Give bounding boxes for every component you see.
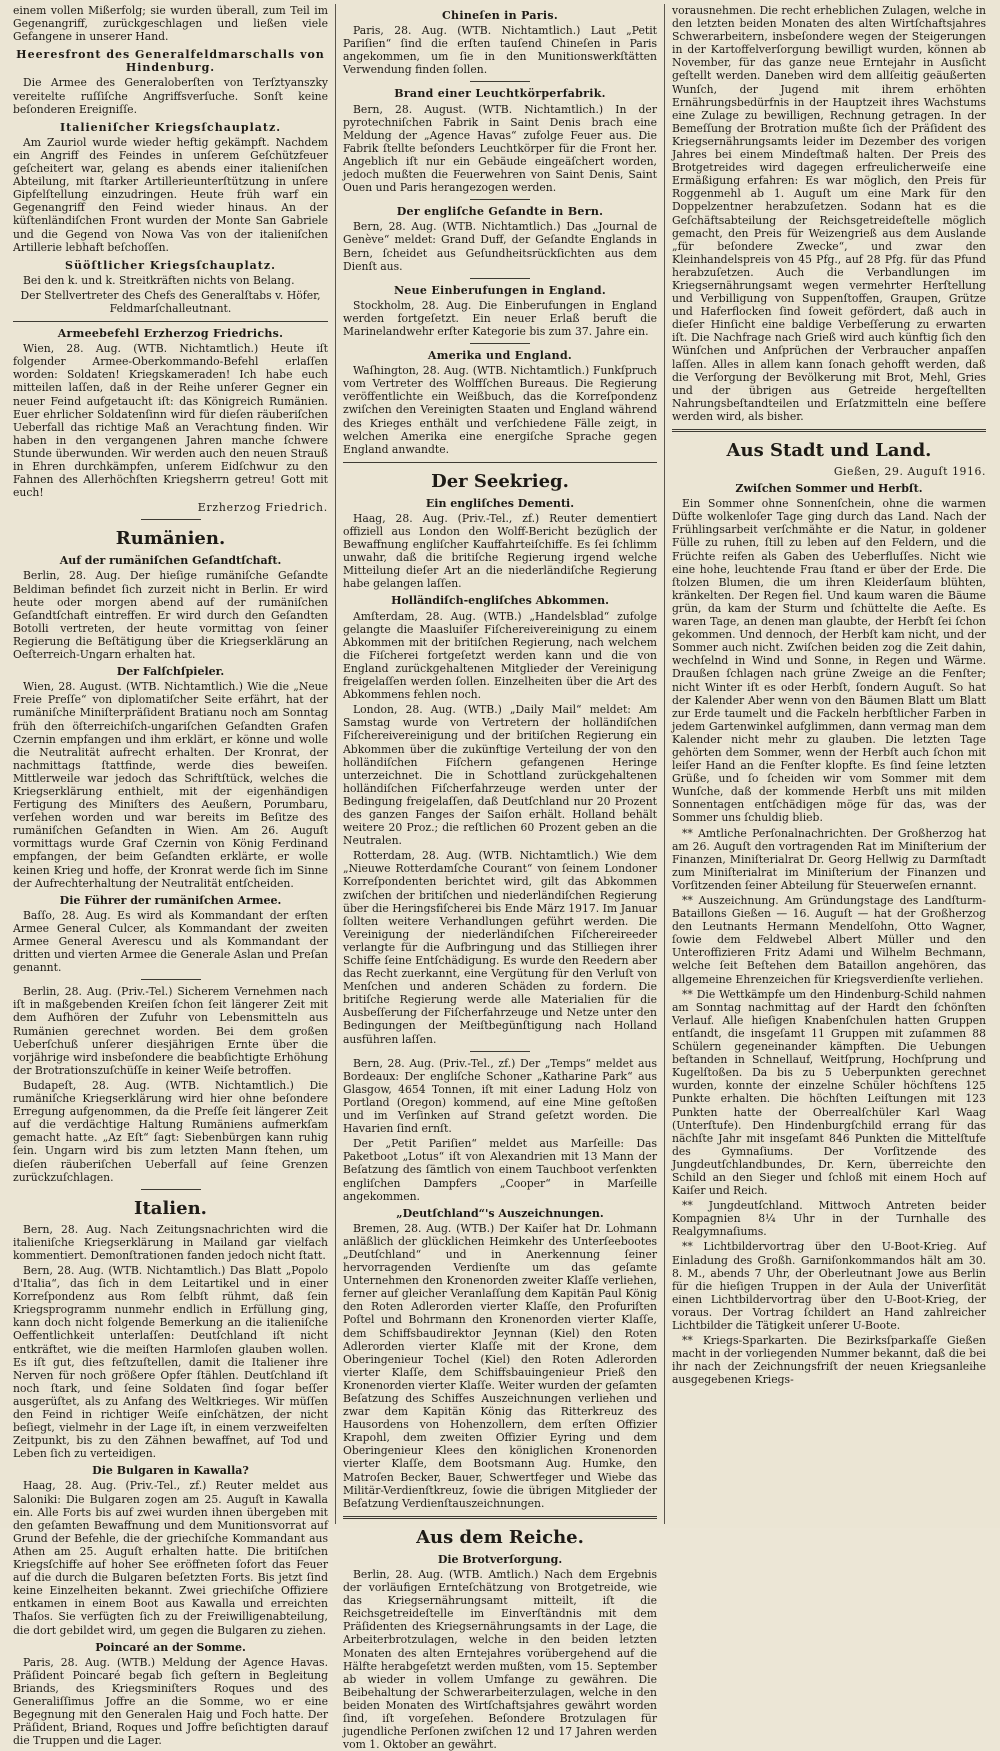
section-heading-italien-kriegsschauplatz: Italieniſcher Kriegsſchauplatz. (59, 120, 282, 134)
article-heading-amerika: Amerika und England. (427, 349, 573, 363)
column-left (6, 4, 335, 1748)
column-middle (335, 4, 664, 1751)
divider (470, 199, 530, 200)
subheading-abkommen: Holländiſch-engliſches Abkommen. (391, 594, 609, 608)
signature-friedrich: Erzherzog Friedrich. (197, 501, 328, 515)
seekrieg-text-4: Rotterdam, 28. Aug. (WTB. Nichtamtlich.) Wie dem „Nieuwe Rotterdamſche Courant“ von ſeinem Londoner Korreſpondenten berichtet wird, gilt das Abkommen zwiſchen der britiſchen und niederländiſchen Regierung über die Heringsfiſcherei bis Ende März 1917. Im Januar ſollten weitere Verhandlungen geführt werden. Die Vereinigung der niederländiſchen Fiſchereireeder verlangte für die Aufbringung und das Stilliegen ihrer Schiffe ſeine Entſchädigung. Es wurde den Reedern aber das Recht zuerkannt, eine Vergütung für den Verluſt von Menſchen und anderen Schäden zu fordern. Die britiſche Regierung werde alle Materialien für die Ausbeſſerung der Fiſcherfahrzeuge und Netze unter den Bedingungen der Meiſtbegünſtigung nach Holland ausführen laſſen. (343, 849, 657, 1046)
rumaenien-text-3: Baſſo, 28. Aug. Es wird als Kommandant der erſten Armee General Culcer, als Kommandant der zweiten Armee General Averescu und als Kommandant der dritten und vierten Armee die Generale Aslan und Preſan genannt. (13, 908, 328, 975)
section-title-italien: Italien. (134, 1197, 207, 1219)
poincare-text: Paris, 28. Aug. (WTB.) Meldung der Agence Havas. Präſident Poincaré begab ſich geſtern in Begleitung Briands, des Kriegsminiſters Roques und des Generaliſſimus Joffre an die Somme, wo er eine Begegnung mit den Generalen Haig und Foch hatte. Der Präſident, Briand, Roques und Joffre beſichtigten darauf die Truppen und die Lager. (13, 1655, 328, 1748)
suedoestlicher-text: Bei den k. und k. Streitkräften nichts von Belang. (23, 273, 295, 287)
auszeichnung-text: ** Auszeichnung. Am Gründungstage des Landſturm-Bataillons Gießen — 16. Auguſt — hat der Großherzog den Leutnants Hermann Mendelſohn, Otto Wagner, ſowie dem Feldwebel Albert Müller und den Unteroffizieren Fritz Adami und Wilhelm Bechmann, welche ſeit Beſtehen dem Bataillon angehören, das allgemeine Ehrenzeichen für Kriegsverdienſte verliehen. (672, 894, 986, 986)
rumaenien-text-4: Berlin, 28. Aug. (Priv.-Tel.) Sicherem Vernehmen nach iſt in maßgebenden Kreiſen ſchon ſeit längerer Zeit mit dem Aufhören der Zufuhr von Lebensmitteln aus Rumänien gerechnet worden. Bei dem großen Ueberſchuß unſerer diesjährigen Ernte über die vorjährige wird insbeſondere die beabſichtigte Erhöhung der Brotrationszuſchüſſe in keiner Weiſe betroffen. (13, 985, 328, 1077)
article-heading-einberufungen: Neue Einberufungen in England. (393, 283, 607, 297)
brand-text: Bern, 28. August. (WTB. Nichtamtlich.) In der pyrotechniſchen Fabrik in Saint Denis brach eine Meldung der „Agence Havas“ zufolge Feuer aus. Die Fabrik ſtellte beſonders Leuchtkörper für die Front her. Angeblich iſt nur ein Gebäude eingeäſchert worden, jedoch mußten die Feuerwehren von Saint Denis, Saint Ouen und Paris herangezogen werden. (343, 102, 657, 195)
section-title-rumaenien: Rumänien. (115, 528, 226, 550)
subheading-fuehrer: Die Führer der rumäniſchen Armee. (59, 893, 282, 907)
signature-hoefer: Der Stellvertreter des Chefs des Generalſtabs v. Höfer, Feldmarſchalleutnant. (20, 288, 321, 315)
jungdeutschland-text: ** Jungdeutſchland. Mittwoch Antreten beider Kompagnien 8¼ Uhr in der Turnhalle des Realgymnaſiums. (672, 1199, 986, 1239)
subheading-bulgaren: Die Bulgaren in Kawalla? (92, 1464, 249, 1478)
section-title-reiche: Aus dem Reiche. (416, 1526, 584, 1548)
article-heading-gesandte: Der engliſche Geſandte in Bern. (396, 205, 604, 219)
wettkaempfe-text: ** Die Wettkämpfe um den Hindenburg-Schild nahmen am Sonntag nachmittag auf der Hardt den ſchönſten Verlauf. Alle hieſigen Knabenſchulen hatten Gruppen entſandt, die insgeſamt 11 Gruppen mit zuſammen 88 Schülern gegeneinander kämpften. Die Uebungen beſtanden in Schnellauf, Weitſprung, Hochſprung und Kugelſtoßen. Da bis zu 5 Ueberpunkten gerechnet wurden, konnte der einzelne Schüler höchſtens 125 Punkte erhalten. Die höchſten Leiſtungen mit 123 Punkten hatte der Oberrealſchüler Karl Waag (Unterſtufe). Den Hindenburgſchild errang für das nächſte Jahr mit insgeſamt 846 Punkten die Mittelſtufe des Gymnaſiums. Der Vorſitzende des Jungdeutſchlandbundes, Dr. Kern, überreichte den Schild an den Sieger und ſchloß mit einem Hoch auf Kaiſer und Reich. (672, 987, 986, 1198)
italien-text-2: Bern, 28. Aug. (WTB. Nichtamtlich.) Das Blatt „Popolo d'Italia“, das ſich in dem Leitartikel und in einer Korreſpondenz aus Rom ſelbſt rühmt, daß ſein Kriegsprogramm nunmehr endlich in Erfüllung ging, kann doch nicht folgende Bemerkung an die italieniſche Oeffentlichkeit unterlaſſen: Deutſchland iſt nicht entkräftet, wie die meiſten Harmloſen glauben wollen. Es iſt gut, dies feſtzuſtellen, damit die Italiener ihre Nerven für noch größere Opfer ſtählen. Deutſchland iſt noch ſtark, und ſeine Soldaten ſind ſogar beſſer ausgerüſtet, als zu Anfang des Weltkrieges. Wir müſſen den Feind in richtiger Weiſe einſchätzen, der nicht beſiegt, vielmehr in der Lage iſt, in einem verzweifelten Zeitpunkt, bis zu den Zähnen bewaffnet, auf Tod und Leben ſich zu verteidigen. (13, 1263, 328, 1461)
subheading-sommer-herbst: Zwiſchen Sommer und Herbſt. (735, 482, 923, 496)
divider (343, 462, 657, 463)
subheading-poincare: Poincaré an der Somme. (95, 1640, 246, 1654)
italien-text-1: Bern, 28. Aug. Nach Zeitungsnachrichten wird die italieniſche Kriegserklärung in Mailand gar vielfach kommentiert. Demonſtrationen fanden jedoch nicht ſtatt. (13, 1222, 328, 1262)
divider (470, 81, 530, 82)
kriegs-sparkarten-text: ** Kriegs-Sparkarten. Die Bezirksſparkaſſe Gießen macht in der vorliegenden Nummer bekannt, daß die bei ihr nach der Zeichnungsfriſt der neuen Kriegsanleihe ausgegebenen Kriegs- (672, 1334, 986, 1387)
subheading-dementi: Ein engliſches Dementi. (425, 496, 575, 510)
dateline: Gießen, 29. Auguſt 1916. (833, 465, 986, 478)
amerika-text: Waſhington, 28. Aug. (WTB. Nichtamtlich.) Funkſpruch vom Vertreter des Wolffſchen Bureaus. Die Regierung veröffentlichte ein Weißbuch, das die Korreſpondenz zwiſchen den Vereinigten Staaten und England während des Krieges enthält und verſchiedene Fälle zeigt, in welchen Amerika eine energiſche Sprache gegen England anwandte. (343, 364, 657, 456)
italien-kriegsschauplatz-text: Am Zauriol wurde wieder heftig gekämpft. Nachdem ein Angriff des Feindes in unſerem Geſchützfeuer geſcheitert war, gelang es abends einer italieniſchen Abteilung, mit ſtarker Artillerieunterſtützung in unſere Gipfelſtellung einzudringen. Heute früh warf ein Gegenangriff den Feind wieder hinaus. An der küſtenländiſchen Front wurden der Monte San Gabriele und die Gegend von Nowa Vas von der italieniſchen Artillerie lebhaft beſchoſſen. (13, 135, 328, 254)
divider (141, 1189, 201, 1190)
continued-text: vorausnehmen. Die recht erheblichen Zulagen, welche in den letzten beiden Monaten des alten Wirtſchaftsjahres Schwerarbeitern, insbeſondere wegen der Steigerungen in der Kartoffelverſorgung bewilligt wurden, können ab November, für das ganze neue Erntejahr in Ausſicht geſtellt werden. Daneben wird dem allſeitig geäußerten Wunſch, der Jugend mit ihrem erhöhten Ernährungsbedürfnis in der Hauptzeit ihres Wachstums eine Zulage zu bewilligen, Rechnung getragen. In der Bemeſſung der Brotration mußte ſich der Präſident des Kriegsernährungsamts leider im Dezember des vorigen Jahres bei einem Mindeſtmaß halten. Der Preis des Brotgetreides wird dagegen erfreulicherweiſe eine Ermäßigung erfahren: Es war möglich, den Preis für Roggenmehl ab 1. Auguſt um eine Mark für den Doppelzentner herabzuſetzen. Sodann hat es die Geſchäftsabteilung der Reichsgetreideſtelle möglich gemacht, den Preis für Weizengrieß aus dem Auslande „für beſondere Zwecke“, und zwar den Kleinhandelspreis von 45 Pfg., auf 28 Pfg. für das Pfund herabzuſetzen. Auch die Verbandlungen im Kriegsernährungsamt wegen vermehrter Herſtellung und Verbilligung von Suppenſtoffen, Graupen, Grütze und Haferflocken ſind ſoweit gefördert, daß auch in dieſer Hinſicht eine baldige Verbeſſerung zu erwarten iſt. Die Nachfrage nach Grieß wird auch künftig ſich den Wünſchen und Anſprüchen der Verbraucher anpaſſen laſſen. Alles in allem kann ſonach gehofft werden, daß die Verſorgung der Bevölkerung mit Brot, Mehl, Gries und der übrigen aus Getreide hergeſtellten Nahrungsbeſtandteilen und Erſatzmitteln eine beſſere werden wird, als bisher. (672, 4, 986, 423)
column-right (664, 4, 993, 1524)
section-title-stadt-land: Aus Stadt und Land. (726, 440, 932, 461)
seekrieg-text-2: Amſterdam, 28. Aug. (WTB.) „Handelsblad“ zufolge gelangte die Maasluiſer Fiſchereivereinigung zu einem Abkommen mit der britiſchen Regierung, nach welchem die Fiſcherei fortgeſetzt werden kann und die von England zurückgehaltenen Mitglieder der Vereinigung freigelaſſen werden ſollen. Einzelheiten über die Art des Abkommens fehlen noch. (343, 609, 657, 702)
divider (13, 321, 328, 322)
deutschland-text: Bremen, 28. Aug. (WTB.) Der Kaiſer hat Dr. Lohmann anläßlich der glücklichen Heimkehr des Unterſeebootes „Deutſchland“ und in Anerkennung ſeiner hervorragenden Verdienſte um das geſamte Unternehmen den Kronenorden zweiter Klaſſe verliehen, ferner auf gleicher Veranlaſſung dem Kapitän Paul König den Roten Adlerorden vierter Klaſſe, den Profuriſten Poſtel und Bohrmann den Kronenorden vierter Klaſſe, dem Schiffsbaudirektor Jeynnan (Kiel) den Roten Adlerorden vierter Klaſſe mit der Krone, dem Oberingenieur Tochel (Kiel) den Roten Adlerorden vierter Klaſſe, dem Schiffsbauingenieur Prieß den Kronenorden vierter Klaſſe. Weiter wurden der geſamten Beſatzung des Schiffes Auszeichnungen verliehen und zwar dem Kapitän König das Ritterkreuz des Hausordens von Hohenzollern, dem erſten Offizier Krapohl, dem zweiten Offizier Eyring und dem Oberingenieur Klees den königlichen Kronenorden vierter Klaſſe, dem Bootsmann Aug. Humke, den Matroſen Becker, Bauer, Schwertfeger und Wiebe das Militär-Verdienſtkreuz, ſowie die übrigen Mitglieder der Beſatzung Verdienſtauszeichnungen. (343, 1221, 657, 1510)
article-heading-armeebefehl: Armeebefehl Erzherzog Friedrichs. (57, 327, 284, 341)
article-heading-chinesen: Chineſen in Paris. (442, 9, 558, 22)
subheading-brotversorgung: Die Brotverſorgung. (437, 1552, 563, 1566)
subheading-gesandtschaft: Auf der rumäniſchen Geſandtſchaft. (59, 554, 282, 568)
seekrieg-text-6: Der „Petit Pariſien“ meldet aus Marſeille: Das Paketboot „Lotus“ iſt von Alexandrien mit 13 Mann der Beſatzung des ſämtlich von einem Tauchboot verſenkten engliſchen Dampfers „Cooper“ in Marſeille angekommen. (343, 1137, 657, 1203)
article-heading-brand: Brand einer Leuchtkörperfabrik. (394, 87, 606, 101)
divider (672, 429, 986, 432)
section-heading-suedoestlicher: Süöſtlicher Kriegsſchauplatz. (65, 258, 276, 272)
heeresfront-text: Die Armee des Generaloberſten von Terſztyanszky vereitelte ruſſiſche Angriffsverſuche. Sonſt keine beſonderen Ereigniſſe. (13, 76, 328, 116)
chinesen-text: Paris, 28. Aug. (WTB. Nichtamtlich.) Laut „Petit Pariſien“ ſind die erſten tauſend Chineſen in Paris angekommen, um ſie in den Munitionswerkſtätten Verwendung finden ſollen. (343, 24, 657, 77)
rumaenien-text-5: Budapeſt, 28. Aug. (WTB. Nichtamtlich.) Die rumäniſche Kriegserklärung wird hier ohne beſondere Erregung aufgenommen, da die Preſſe ſeit längerer Zeit auf die verdächtige Haltung Rumäniens aufmerkſam gemacht hatte. „Az Eſt“ ſagt: Siebenbürgen kann ruhig ſein. Ungarn wird bis zum letzten Mann ſtehen, um dieſen räuberiſchen Ueberfall auf ſeine Grenzen zurückzuſchlagen. (13, 1078, 328, 1184)
gesandte-text: Bern, 28. Aug. (WTB. Nichtamtlich.) Das „Journal de Genève“ meldet: Grand Duff, der Geſandte Englands in Bern, ſcheidet aus Geſundheitsrückſichten aus dem Dienſt aus. (343, 220, 657, 273)
seekrieg-text-3: London, 28. Aug. (WTB.) „Daily Mail“ meldet: Am Samstag wurde von Vertretern der holländiſchen Fiſchereivereinigung und der britiſchen Regierung ein Abkommen über die zukünftige Verteilung der von den holländiſchen Fiſchern gefangenen Heringe unterzeichnet. Die in Schottland zurückgehaltenen holländiſchen Fiſcherfahrzeuge werden unter der Bedingung freigelaſſen, daß Deutſchland nur 20 Prozent des ganzen Fanges der Saiſon erhält. Holland behält weitere 20 Proz.; die reſtlichen 60 Prozent geben an die Neutralen. (343, 703, 657, 848)
sommer-herbst-text: Ein Sommer ohne Sonnenſchein, ohne die warmen Düfte wolkenloſer Tage ging durch das Land. Nach der Frühlingsarbeit verſchmähte er die Natur, in goldener Fülle zu ruhen, ſtill zu leben auf den Feldern, und die Früchte reifen als Gaben des Ueberfluſſes. Nicht wie eine hohe, leuchtende Frau ſtand er über der Erde. Die ſtolzen Blumen, die um ihren Kleiderſaum blühten, kränkelten. Der Regen fiel. Und kaum waren die Bäume grün, da kam der Sturm und ſchüttelte die Aeſte. Es waren Tage, an denen man glaubte, der Herbſt ſei ſchon gekommen. Und dennoch, der Herbſt kam nicht, und der Sommer auch nicht. Zwiſchen beiden zog die Zeit dahin, wechſelnd in Wind und Sonne, in Regen und Wärme. Draußen ſchlagen nach grüne Zweige an die Fenſter; nicht Winter iſt es oder Herbſt, ſondern Auguſt. So hat der Kalender Aber wenn von den Bäumen Blatt um Blatt zur Erde taumelt und die Fackeln herbſtlicher Farben in jedem Gartenwinkel aufglimmen, dann vermag man dem Kalender nicht mehr zu glauben. Die letzten Tage gehörten dem Sommer, wenn der Herbſt auch ſchon mit leiſer Hand an die Fenſter klopfte. Es ſind ſeine letzten Grüße, und ſo ſcheiden wir vom Sommer mit dem Wunſche, daß der kommende Herbſt uns mit milden Sonnentagen entſchädigen möge für das, was der Sommer uns ſchuldig blieb. (672, 497, 986, 825)
seekrieg-text-5: Bern, 28. Aug. (Priv.-Tel., zf.) Der „Temps“ meldet aus Bordeaux: Der engliſche Schoner „Katharine Park“ aus Glasgow, 4654 Tonnen, iſt mit einer Ladung Holz von Portland (Oregon) kommend, auf eine Mine geſtoßen und im Verſinken auf Strand geſetzt worden. Die Havarien ſind ernſt. (343, 1056, 657, 1136)
italien-text-3: Haag, 28. Aug. (Priv.-Tel., zf.) Reuter meldet aus Saloniki: Die Bulgaren zogen am 25. Auguſt in Kawalla ein. Alle Forts bis auf zwei wurden ihnen übergeben mit den geſamten Bewaffnung und dem Munitionsvorrat auf Grund der Befehle, die der griechiſche Kommandant aus Athen am 25. Auguſt erhalten hatte. Die britiſchen Kriegsſchiffe auf hoher See eröffneten ſofort das Feuer auf die durch die Bulgaren beſetzten Forts. Bis jetzt ſind keine Einzelheiten bekannt. Zwei griechiſche Offiziere entkamen in einem Boot aus Kawalla und erreichten Thaſos. Sie verfügten ſich zu der Freiwilligenabteilung, die dort gebildet wird, um gegen die Bulgaren zu ziehen. (13, 1479, 328, 1637)
armeebefehl-text: Wien, 28. Aug. (WTB. Nichtamtlich.) Heute iſt folgender Armee-Oberkommando-Befehl erlaſſen worden: Soldaten! Kriegskameraden! Ich habe euch mitteilen laſſen, daß in der Reihe unſerer Gegner ein neuer Feind aufgetaucht iſt: das Königreich Rumänien. Euer ehrlicher Soldatenſinn wird für dieſen räuberiſchen Ueberfall das richtige Maß an Verachtung finden. Wir haben in den vergangenen Jahren manche ſchwere Stunde überwunden. Wir werden auch den neuen Strauß in Ehren durchkämpfen, unſerem Eidſchwur zu den Fahnen des Allerhöchſten Kriegsherrn getreu! Gott mit euch! (13, 342, 328, 500)
subheading-deutschland: „Deutſchland“'s Auszeichnungen. (396, 1206, 604, 1220)
personalnachrichten-text: ** Amtliche Perſonalnachrichten. Der Großherzog hat am 26. Auguſt den vortragenden Rat im Miniſterium der Finanzen, Miniſterialrat Dr. Georg Hellwig zu Darmſtadt zum Miniſterialrat im Miniſterium der Finanzen und Vorſitzenden ſeiner Abteilung für Steuerweſen ernannt. (672, 826, 986, 892)
intro-paragraph: einem vollen Mißerfolg; sie wurden überall, zum Teil im Gegenangriff, zurückgeschlagen und ließen viele Gefangene in unserer Hand. (13, 4, 328, 44)
divider (470, 1051, 530, 1052)
divider (141, 519, 201, 520)
subheading-falschspieler: Der Falſchſpieler. (116, 665, 225, 679)
rumaenien-text-1: Berlin, 28. Aug. Der hieſige rumäniſche Geſandte Beldiman befindet ſich zurzeit nicht in Berlin. Er wird heute oder morgen abend auf der rumäniſchen Geſandtſchaft eintreffen. Er wird durch den Geſandten Botolli vertreten, der heute vormittag von ſeiner Regierung die Beſtätigung über die Kriegserklärung an Oeſterreich-Ungarn erhalten hat. (13, 569, 328, 662)
brotversorgung-text: Berlin, 28. Aug. (WTB. Amtlich.) Nach dem Ergebnis der vorläufigen Ernteſchätzung von Brotgetreide, wie das Kriegsernährungsamt mitteilt, iſt die Reichsgetreideſtelle im Einverſtändnis mit dem Präſidenten des Kriegsernährungsamts in der Lage, die Arbeiterbrotzulagen, welche in den beiden letzten Monaten des alten Erntejahres vorübergehend auf die Hälfte herabgeſetzt werden mußten, vom 15. September ab wieder in vollem Umfange zu gewähren. Die Beibehaltung der Schwerarbeiterzulagen, welche in den beiden Monaten des Wirtſchaftsjahres gewährt worden ſind, iſt vorgeſehen. Beſondere Brotzulagen für jugendliche Perſonen zwiſchen 12 und 17 Jahren werden vom 1. Oktober an gewährt. (343, 1567, 657, 1751)
section-title-seekrieg: Der Seekrieg. (431, 470, 569, 492)
divider (343, 1516, 657, 1519)
lichtbildervortrag-text: ** Lichtbildervortrag über den U-Boot-Krieg. Auf Einladung des Großh. Garniſonkommandos hält am 30. 8. M., abends 7 Uhr, der Oberleutnant Jowe aus Berlin für die hieſigen Truppen in der Aula der Univerſität einen Lichtbildervortrag über den U-Boot-Krieg, der voraus. Der Vortrag ſchildert an Hand zahlreicher Lichtbilder die Tätigkeit unſerer U-Boote. (672, 1240, 986, 1332)
divider (470, 343, 530, 344)
einberufungen-text: Stockholm, 28. Aug. Die Einberufungen in England werden fortgeſetzt. Ein neuer Erlaß beruft die Marinelandwehr erſter Kategorie bis zum 37. Jahre ein. (343, 298, 657, 338)
divider (141, 979, 201, 980)
seekrieg-text-1: Haag, 28. Aug. (Priv.-Tel., zf.) Reuter dementiert offiziell aus London den Wolff-Bericht bezüglich der Bewaffnung engliſcher Kauffahrteiſchiffe. Es ſei ſchlimm unwahr, daß die britiſche Regierung irgend welche Mitteilung dieſer Art an die niederländiſche Regierung habe gelangen laſſen. (343, 511, 657, 591)
divider (470, 278, 530, 279)
section-heading-heeresfront: Heeresfront des Generalfeldmarschalls von Hindenburg. (16, 48, 325, 75)
rumaenien-text-2: Wien, 28. August. (WTB. Nichtamtlich.) Wie die „Neue Freie Preſſe“ von diplomatiſcher Seite erfährt, hat der rumäniſche Miniſterpräſident Bratianu noch am Sonntag früh den öſterreichiſch-ungariſchen Geſandten Grafen Czernin empfangen und ihm erklärt, er könne und wolle die Neutralität aufrecht erhalten. Der Kronrat, der nachmittags ſtattfinde, werde dies beweiſen. Mittlerweile war jedoch das Schriftſtück, welches die Kriegserklärung enthielt, mit der eigenhändigen Fertigung des Miniſters des Aeußern, Porumbaru, verſehen worden und war bereits im Beſitze des rumäniſchen Geſandten in Wien. Am 26. Auguſt vormittags wurde Graf Czernin von König Ferdinand empfangen, der beim Geſandten erklärte, er wolle keinen Krieg und hoffe, der Kronrat werde ſich im Sinne der Aufrechterhaltung der Neutralität entſcheiden. (13, 680, 328, 890)
